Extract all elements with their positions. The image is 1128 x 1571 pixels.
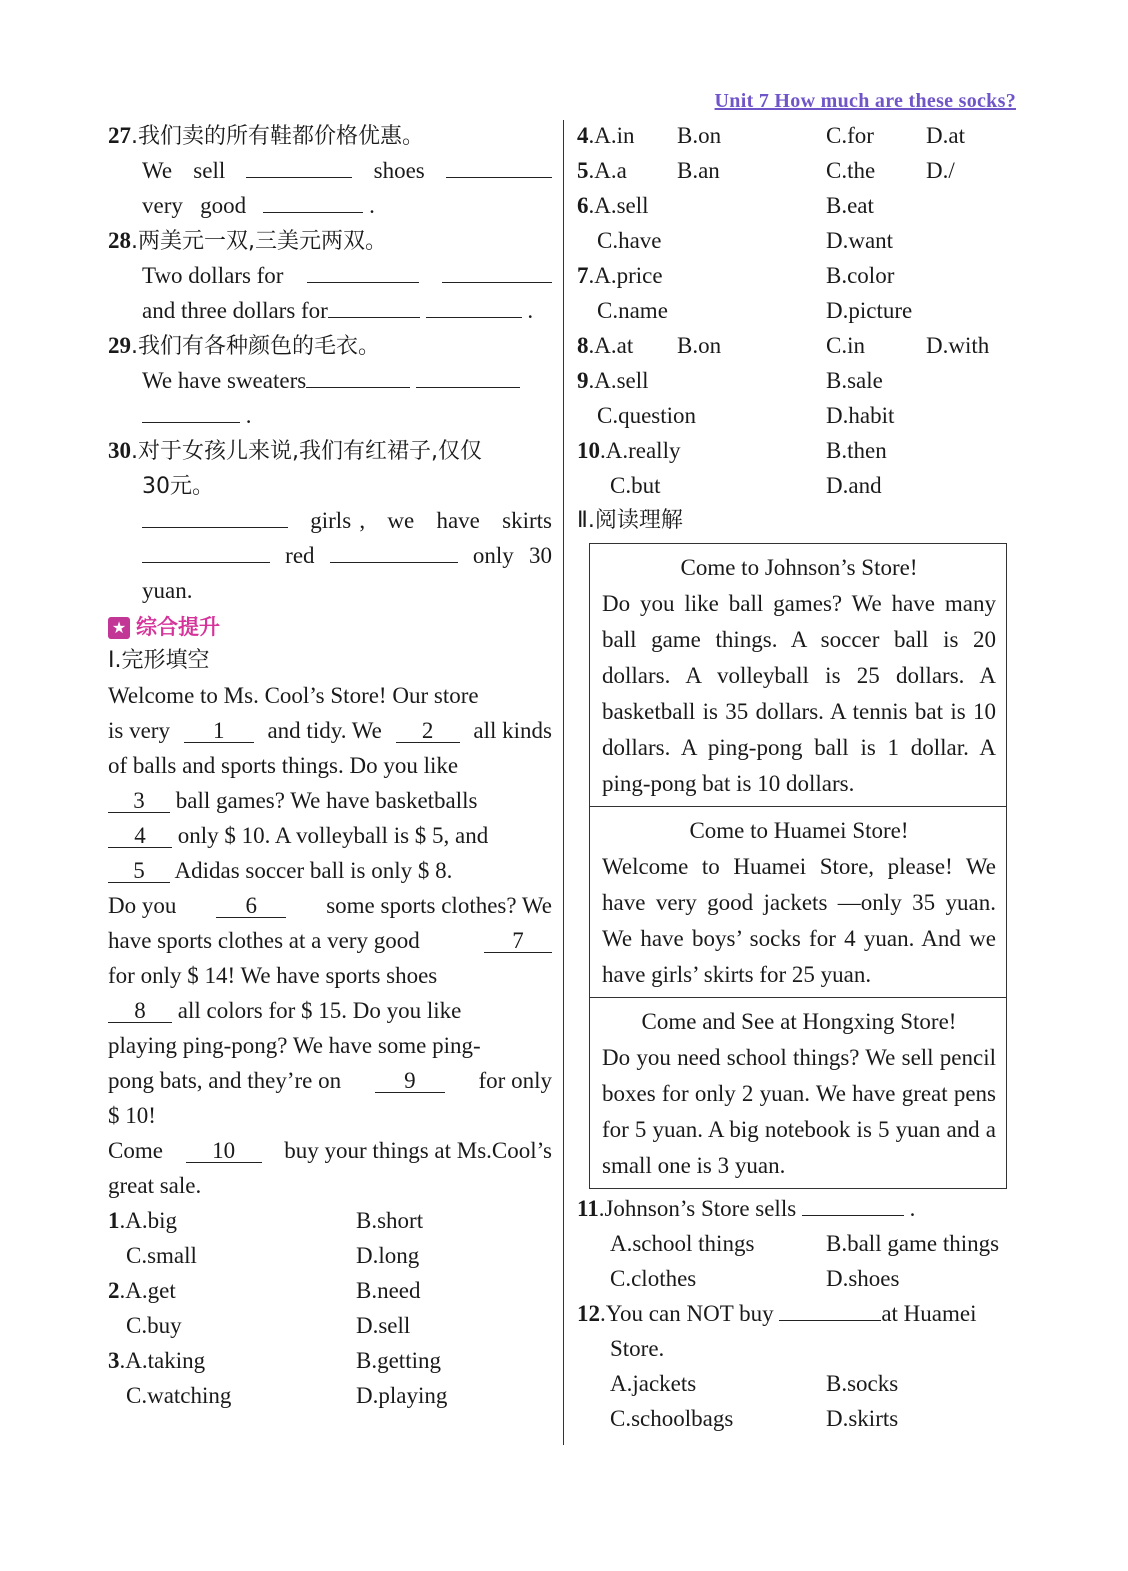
option-a[interactable]: .A.price <box>588 263 663 288</box>
answer-blank[interactable] <box>142 538 270 563</box>
option-row <box>108 1378 552 1413</box>
cloze-line <box>108 923 552 958</box>
cloze-line <box>108 783 552 818</box>
q28-text: Two dollars for <box>142 263 284 288</box>
column-divider <box>563 120 564 1445</box>
option-a[interactable]: A.jackets <box>610 1371 697 1396</box>
cloze-line <box>108 888 552 923</box>
answer-blank[interactable] <box>246 153 352 178</box>
answer-blank[interactable] <box>426 293 522 318</box>
question-12-cont <box>577 1331 1021 1366</box>
option-d[interactable]: D./ <box>926 158 955 183</box>
option-d[interactable]: D.at <box>926 123 965 148</box>
ad-body: Welcome to Huamei Store, please! We have very good jackets —only 35 yuan. We have boys’ socks for 4 yuan. And we have girls’ skirts for 25 yuan. <box>602 854 996 987</box>
question-11: 11.Johnson’s Store sells . <box>577 1191 1021 1226</box>
ad-huamei <box>590 807 1006 998</box>
q27-line2: very good . <box>108 188 552 223</box>
answer-blank[interactable] <box>328 293 420 318</box>
question-number: 11 <box>577 1196 599 1221</box>
q30-prompt <box>108 433 552 468</box>
option-c[interactable]: C.clothes <box>610 1266 697 1291</box>
ad-hongxing <box>590 998 1006 1188</box>
q30-word: we <box>387 508 415 533</box>
option-d[interactable]: D.playing <box>356 1383 448 1408</box>
unit-title: Unit 7 How much are these socks? <box>714 90 1016 112</box>
q28-chinese: .两美元一双,三美元两双。 <box>131 229 387 254</box>
cloze-blank-3[interactable]: 3 <box>108 788 170 813</box>
answer-blank[interactable] <box>307 258 419 283</box>
option-row <box>108 1203 552 1238</box>
cloze-title: Ⅰ.完形填空 <box>108 648 210 673</box>
option-number: 10 <box>577 438 600 463</box>
option-b[interactable]: B.getting <box>356 1348 441 1373</box>
q27-line1 <box>108 153 552 188</box>
cloze-blank-4[interactable]: 4 <box>108 823 172 848</box>
option-number: 2 <box>108 1278 120 1303</box>
question-number: 12 <box>577 1301 600 1326</box>
q27-word: We <box>142 158 173 183</box>
q30-chinese: .对于女孩儿来说,我们有红裙子,仅仅 <box>131 439 482 464</box>
q30-prompt-cont <box>108 468 552 503</box>
cloze-line <box>108 1133 552 1168</box>
cloze-blank-2[interactable]: 2 <box>396 718 460 743</box>
answer-blank[interactable] <box>263 188 363 213</box>
cloze-text: Do you <box>108 893 177 918</box>
question-12 <box>577 1296 1021 1331</box>
option-row <box>577 468 1021 503</box>
question-stem: Store. <box>610 1336 665 1361</box>
option-a[interactable]: .A.a <box>588 158 627 183</box>
question-stem: at Huamei <box>881 1301 977 1326</box>
option-b[interactable]: B.short <box>356 1208 424 1233</box>
cloze-line: playing ping-pong? We have some ping- <box>108 1033 481 1058</box>
option-a[interactable]: .A.big <box>119 1208 177 1233</box>
option-d[interactable]: D.skirts <box>826 1406 899 1431</box>
q28-prompt <box>108 223 552 258</box>
option-number: 3 <box>108 1348 120 1373</box>
option-c[interactable]: C.but <box>610 473 661 498</box>
option-b[interactable]: B.on <box>677 333 722 358</box>
q27-chinese: .我们卖的所有鞋都价格优惠。 <box>131 124 424 149</box>
q30-word: girls <box>310 508 352 533</box>
option-d[interactable]: D.picture <box>826 298 913 323</box>
answer-blank[interactable] <box>802 1191 904 1216</box>
cloze-text: Come <box>108 1138 163 1163</box>
option-number: 5 <box>577 158 589 183</box>
answer-blank[interactable] <box>446 153 552 178</box>
cloze-text: all colors for $ 15. Do you like <box>177 998 462 1023</box>
q28-line1 <box>108 258 552 293</box>
option-row <box>577 293 1021 328</box>
right-column <box>577 118 1021 538</box>
option-a[interactable]: .A.in <box>588 123 635 148</box>
option-d[interactable]: D.habit <box>826 403 895 428</box>
q30-word: only <box>472 543 514 568</box>
option-c[interactable]: C.the <box>826 158 876 183</box>
reading-title: Ⅱ.阅读理解 <box>577 508 683 533</box>
option-a[interactable]: .A.sell <box>588 368 649 393</box>
q30-word: have <box>436 508 480 533</box>
option-row <box>577 1366 1021 1401</box>
option-a[interactable]: .A.get <box>119 1278 176 1303</box>
option-row <box>577 433 1021 468</box>
option-c[interactable]: C.buy <box>126 1313 182 1338</box>
option-row <box>108 1273 552 1308</box>
option-a[interactable]: .A.really <box>600 438 681 463</box>
cloze-line <box>108 993 552 1028</box>
option-b[interactable]: B.on <box>677 123 722 148</box>
question-stem: .You can NOT buy <box>600 1301 774 1326</box>
cloze-text: only $ 10. A volleyball is $ 5, and <box>177 823 489 848</box>
option-c[interactable]: C.schoolbags <box>610 1406 734 1431</box>
option-row <box>577 188 1021 223</box>
q30-word: , <box>359 508 366 533</box>
option-row <box>108 1308 552 1343</box>
answer-blank[interactable] <box>306 363 410 388</box>
cloze-line <box>108 853 552 888</box>
q30-line2 <box>108 538 552 573</box>
option-row <box>108 1238 552 1273</box>
option-c[interactable]: C.watching <box>126 1383 232 1408</box>
cloze-blank-8[interactable]: 8 <box>108 998 172 1023</box>
option-b[interactable]: B.then <box>826 438 887 463</box>
option-number: 1 <box>108 1208 120 1233</box>
cloze-blank-9[interactable]: 9 <box>375 1068 445 1093</box>
q27-number: 27 <box>108 123 131 148</box>
option-row <box>577 223 1021 258</box>
cloze-text: Adidas soccer ball is only $ 8. <box>174 858 453 883</box>
ad-title: Come to Huamei Store! <box>689 818 909 843</box>
cloze-text: ball games? We have basketballs <box>175 788 478 813</box>
option-row <box>577 153 1021 188</box>
cloze-blank-5[interactable]: 5 <box>108 858 170 883</box>
cloze-text: and tidy. We <box>267 718 382 743</box>
q30-word: yuan. <box>142 578 193 603</box>
q28-text: and three dollars for <box>142 298 328 323</box>
cloze-text: for only <box>478 1068 552 1093</box>
cloze-line <box>108 1063 552 1098</box>
ad-johnsons <box>590 544 1006 807</box>
option-a[interactable]: A.school things <box>610 1231 755 1256</box>
q27-prompt <box>108 118 552 153</box>
cloze-text: buy your things at Ms.Cool’s <box>284 1138 552 1163</box>
option-row <box>577 398 1021 433</box>
q27-word: good <box>200 193 247 218</box>
q27-word: sell <box>193 158 226 183</box>
option-row <box>108 1343 552 1378</box>
cloze-text: all kinds <box>473 718 552 743</box>
option-row <box>577 1261 1021 1296</box>
option-number: 7 <box>577 263 589 288</box>
cloze-line <box>108 818 552 853</box>
ad-title: Come to Johnson’s Store! <box>680 555 918 580</box>
q29-line2: . <box>108 398 552 433</box>
option-d[interactable]: D.want <box>826 228 894 253</box>
option-number: 6 <box>577 193 589 218</box>
q27-word: shoes <box>373 158 425 183</box>
cloze-blank-6[interactable]: 6 <box>216 893 286 918</box>
star-icon: ★ <box>108 617 130 639</box>
q30-word: red <box>285 543 315 568</box>
badge-label: 综合提升 <box>136 615 220 639</box>
option-b[interactable]: B.sale <box>826 368 883 393</box>
answer-blank[interactable] <box>142 398 240 423</box>
option-c[interactable]: C.question <box>597 403 697 428</box>
option-row <box>577 258 1021 293</box>
q28-line2: and three dollars for . <box>108 293 552 328</box>
cloze-line <box>108 713 552 748</box>
cloze-line: $ 10! <box>108 1103 156 1128</box>
q30-line3 <box>108 573 552 608</box>
cloze-line: great sale. <box>108 1173 202 1198</box>
q27-word: very <box>142 193 183 218</box>
section-badge <box>108 608 552 643</box>
ad-title: Come and See at Hongxing Store! <box>641 1009 957 1034</box>
q30-line1 <box>108 503 552 538</box>
option-a[interactable]: .A.taking <box>119 1348 206 1373</box>
option-b[interactable]: B.eat <box>826 193 874 218</box>
option-number: 8 <box>577 333 589 358</box>
option-b[interactable]: B.socks <box>826 1371 899 1396</box>
option-number: 9 <box>577 368 589 393</box>
q30-word: 30 <box>528 543 552 568</box>
option-d[interactable]: D.sell <box>356 1313 411 1338</box>
option-d[interactable]: D.and <box>826 473 882 498</box>
q29-number: 29 <box>108 333 131 358</box>
cloze-text: pong bats, and they’re on <box>108 1068 342 1093</box>
q29-chinese: .我们有各种颜色的毛衣。 <box>131 334 380 359</box>
cloze-line: of balls and sports things. Do you like <box>108 753 459 778</box>
option-c[interactable]: C.have <box>597 228 662 253</box>
answer-blank[interactable] <box>779 1296 881 1321</box>
q30-number: 30 <box>108 438 131 463</box>
ad-body: Do you need school things? We sell pencil boxes for only 2 yuan. We have great pens for 5 yuan. A big notebook is 5 yuan and a small one is 3 yuan. <box>602 1045 996 1178</box>
option-b[interactable]: B.need <box>356 1278 421 1303</box>
answer-blank[interactable] <box>416 363 520 388</box>
option-row <box>577 1226 1021 1261</box>
left-column <box>108 118 552 1413</box>
cloze-line: Welcome to Ms. Cool’s Store! Our store <box>108 683 479 708</box>
option-c[interactable]: C.in <box>826 333 865 358</box>
answer-blank[interactable] <box>442 258 552 283</box>
cloze-blank-7[interactable]: 7 <box>484 928 552 953</box>
cloze-text: is very <box>108 718 170 743</box>
option-b[interactable]: B.color <box>826 263 895 288</box>
option-b[interactable]: B.an <box>677 158 720 183</box>
answer-blank[interactable] <box>142 503 288 528</box>
answer-blank[interactable] <box>330 538 458 563</box>
cloze-blank-10[interactable]: 10 <box>186 1138 262 1163</box>
q30-chinese-cont: 30元。 <box>142 474 214 499</box>
option-d[interactable]: D.with <box>926 333 990 358</box>
option-c[interactable]: C.name <box>597 298 668 323</box>
option-row <box>577 118 1021 153</box>
option-row <box>577 363 1021 398</box>
cloze-text: some sports clothes? We <box>326 893 552 918</box>
option-b[interactable]: B.ball game things <box>826 1231 1000 1256</box>
option-d[interactable]: D.long <box>356 1243 420 1268</box>
cloze-blank-1[interactable]: 1 <box>184 718 254 743</box>
option-row <box>577 1401 1021 1436</box>
question-stem: .Johnson’s Store sells <box>598 1196 797 1221</box>
option-d[interactable]: D.shoes <box>826 1266 900 1291</box>
reading-questions <box>577 1191 1021 1436</box>
ad-body: Do you like ball games? We have many ball game things. A soccer ball is 20 dollars. A volleyball is 25 dollars. A basketball is 35 dollars. A tennis bat is 10 dollars. A ping-pong ball is 1 dollar. A ping-pong bat is 10 dollars. <box>602 591 996 796</box>
cloze-line: for only $ 14! We have sports shoes <box>108 963 438 988</box>
q30-word: skirts <box>502 508 552 533</box>
q29-line1 <box>108 363 552 398</box>
ads-table <box>589 543 1007 1189</box>
option-a[interactable]: .A.at <box>588 333 634 358</box>
q29-prompt <box>108 328 552 363</box>
option-number: 4 <box>577 123 589 148</box>
option-c[interactable]: C.small <box>126 1243 197 1268</box>
cloze-text: have sports clothes at a very good <box>108 928 420 953</box>
option-c[interactable]: C.for <box>826 123 874 148</box>
option-row <box>577 328 1021 363</box>
option-a[interactable]: .A.sell <box>588 193 649 218</box>
q28-number: 28 <box>108 228 131 253</box>
q29-text: We have sweaters <box>142 368 307 393</box>
